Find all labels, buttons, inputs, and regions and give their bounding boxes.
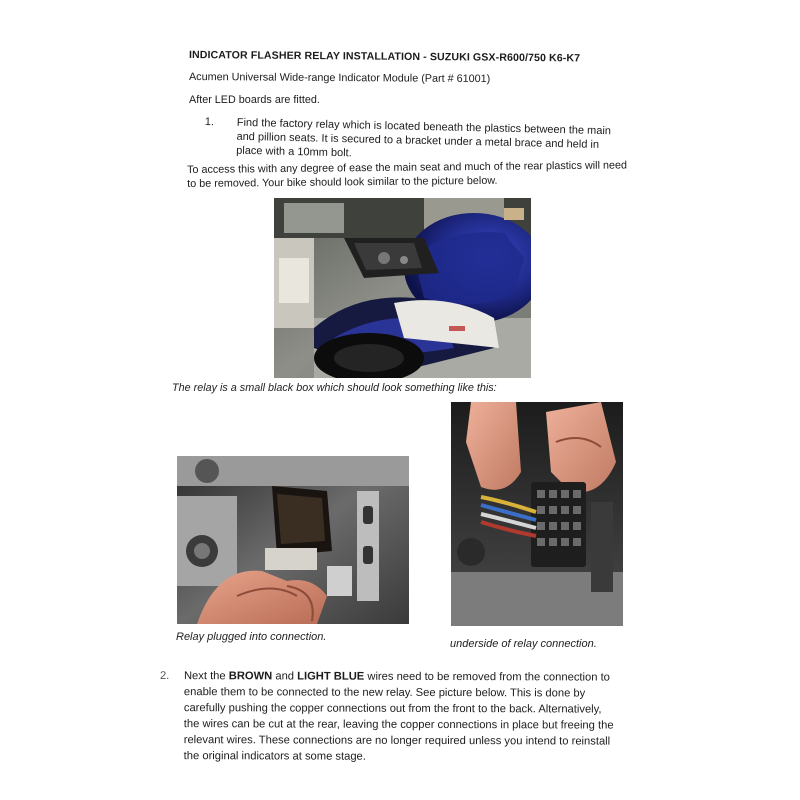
bike-rear-photo xyxy=(274,198,531,378)
step-1-number: 1. xyxy=(204,115,215,129)
caption-relay-plugged: Relay plugged into connection. xyxy=(176,631,327,643)
light-blue-wire-label: LIGHT BLUE xyxy=(297,670,365,683)
relay-in-hand-photo-icon xyxy=(177,456,409,624)
brown-wire-label: BROWN xyxy=(228,670,273,683)
document-title: INDICATOR FLASHER RELAY INSTALLATION - SUZUKI GSX-R600/750 K6-K7 xyxy=(188,49,581,65)
step-1-text: Find the factory relay which is located beneath the plastics between the main and pillion seats. It is secured to a bracket under a metal brace and held in place with a 10mm bolt. xyxy=(236,116,612,160)
access-paragraph: To access this with any degree of ease the main seat and much of the rear plastics will need to be removed. Your bike should look similar to the picture below. xyxy=(187,159,628,190)
step-2-number: 2. xyxy=(159,670,170,683)
step-2-lead: Next the xyxy=(183,670,229,683)
relay-underside-photo xyxy=(451,402,623,626)
relay-intro-caption: The relay is a small black box which should look something like this: xyxy=(172,382,497,394)
step-2-text xyxy=(160,668,620,766)
step-2 xyxy=(160,668,620,766)
step-2-rest: wires need to be removed from the connection to enable them to be connected to the new relay. See picture below. This is done by carefully pushing the copper connections out from the front to the back. Alternatively, the wires can be cut at the rear, leaving the copper connections in place but freeing the relevant wires. These connections are no longer required unless you intend to reinstall the original indicators at some stage. xyxy=(183,670,614,763)
after-led-note: After LED boards are fitted. xyxy=(189,94,320,106)
document-subtitle: Acumen Universal Wide-range Indicator Module (Part # 61001) xyxy=(188,71,491,86)
relay-connector-photo-icon xyxy=(451,402,623,626)
caption-relay-underside: underside of relay connection. xyxy=(450,638,597,650)
step-2-and: and xyxy=(272,670,298,683)
relay-plugged-photo xyxy=(177,456,409,624)
motorcycle-rear-photo-icon xyxy=(274,198,531,378)
